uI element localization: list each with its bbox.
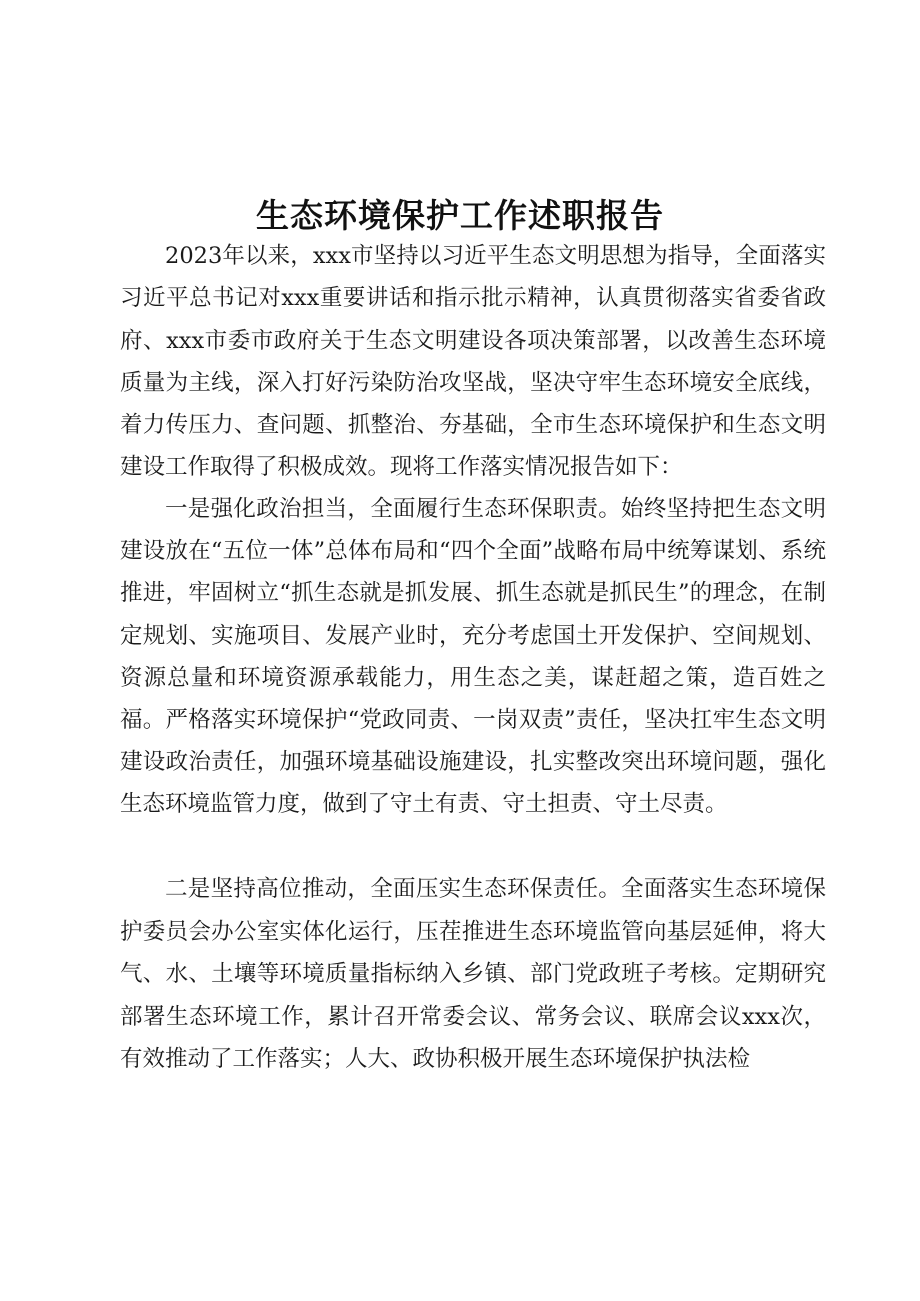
paragraph-political-responsibility: 一是强化政治担当，全面履行生态环保职责。始终坚持把生态文明建设放在“五位一体”总体布局和“四个全面”战略布局中统筹谋划、系统推进，牢固树立“抓生态就是抓发展、抓生态就是抓民生”的理念，在制定规划、实施项目、发展产业时，充分考虑国土开发保护、空间规划、资源总量和环境资源承载能力，用生态之美，谋赶超之策，造百姓之福。严格落实环境保护“党政同责、一岗双责”责任，坚决扛牢生态文明建设政治责任，加强环境基础设施建设，扎实整改突出环境问题，强化生态环境监管力度，做到了守土有责、守土担责、守土尽责。	[120, 496, 826, 818]
paragraph-intro: 2023年以来，xxx市坚持以习近平生态文明思想为指导，全面落实习近平总书记对xxx重要讲话和指示批示精神，认真贯彻落实省委省政府、xxx市委市政府关于生态文明建设各项决策部署，以改善生态环境质量为主线，深入打好污染防治攻坚战，坚决守牢生态环境安全底线，着力传压力、查问题、抓整治、夯基础，全市生态环境保护和生态文明建设工作取得了积极成效。现将工作落实情况报告如下：	[120, 243, 826, 481]
document-title: 生态环境保护工作述职报告	[256, 196, 664, 236]
paragraph-high-level-promotion: 二是坚持高位推动，全面压实生态环保责任。全面落实生态环境保护委员会办公室实体化运行，压茬推进生态环境监管向基层延伸，将大气、水、土壤等环境质量指标纳入乡镇、部门党政班子考核。定期研究部署生态环境工作，累计召开常委会议、常务会议、联席会议xxx次，有效推动了工作落实；人大、政协积极开展生态环境保护执法检	[120, 876, 826, 1073]
